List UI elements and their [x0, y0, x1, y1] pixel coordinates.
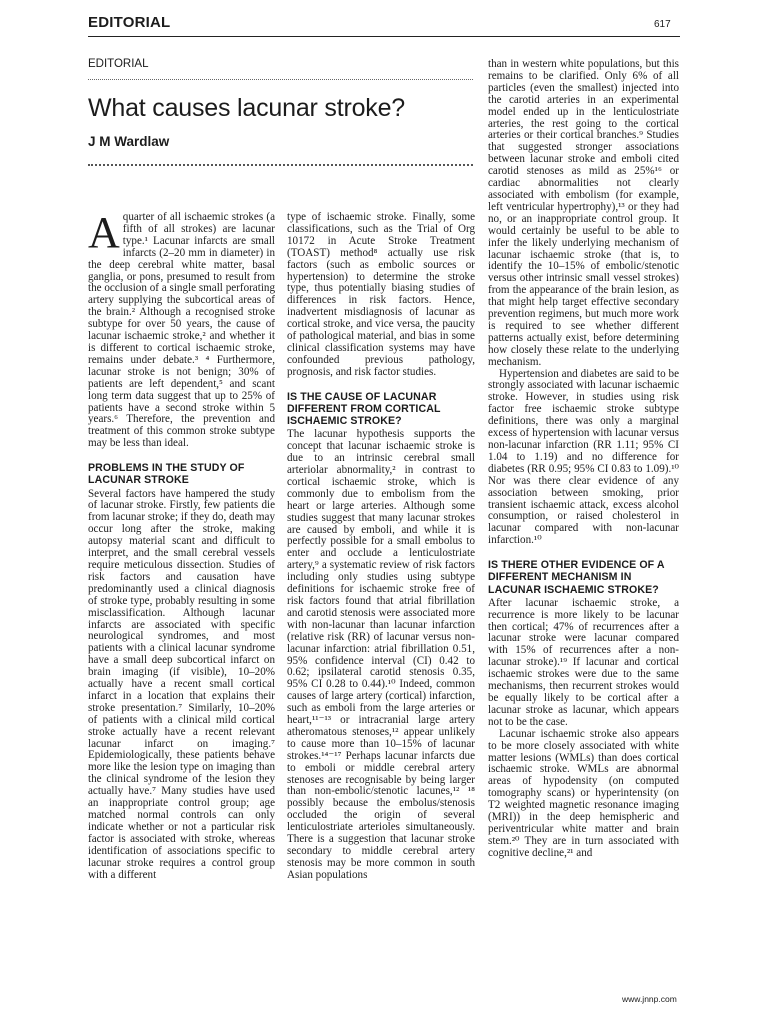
- running-head: EDITORIAL: [88, 14, 171, 31]
- drop-cap: A: [88, 208, 120, 257]
- section-label: EDITORIAL: [88, 58, 149, 70]
- dotted-divider-bottom: [88, 164, 473, 166]
- paragraph: [88, 208, 275, 450]
- paragraph: Lacunar ischaemic stroke also appears to be more closely associated with white matter lesions (WMLs) than does cortical ischaemic stroke. WMLs are abnormal areas of hypodensity (on computed tomography scans) or hyperintensity (on T2 weighted magnetic resonance imaging (MRI)) in the deep hemispheric and periventricular white matter and brain stem.²⁰ They are in turn associated with cognitive decline,²¹ and: [488, 727, 679, 859]
- column-2: [287, 212, 475, 882]
- header-rule: [88, 36, 680, 37]
- paragraph: Hypertension and diabetes are said to be strongly associated with lacunar ischaemic stroke. However, in studies using risk factor free ischaemic stroke subtype definitions, there was only a marginal excess of hypertension with lacunar versus non-lacunar infarction (RR 1.11; 95% CI 1.04 to 1.19) and no difference for diabetes (RR 0.95; 95% CI 0.83 to 1.09).¹⁰ Nor was there clear evidence of any association between smoking, prior transient ischaemic attack, excess alcohol consumption, or raised cholesterol in lacunar compared with non-lacunar infarction.¹⁰: [488, 367, 679, 547]
- paragraph: The lacunar hypothesis supports the concept that lacunar ischaemic stroke is due to an intrinsic cerebral small arteriolar abnormality,² in contrast to cortical ischaemic stroke, which is commonly due to embolism from the heart or large arteries. Although some studies suggest that many lacunar strokes are caused by emboli, and while it is perfectly possible for a small embolus to enter and occlude a lenticulostriate artery,⁹ a systematic review of risk factors including only studies using subtype definitions for ischaemic stroke free of risk factors found that atrial fibrillation and carotid stenosis were associated more with non-lacunar than lacunar infarction (relative risk (RR) of lacunar versus non-lacunar infarction: atrial fibrillation 0.51, 95% confidence interval (CI) 0.42 to 0.62; ipsilateral carotid stenosis 0.35, 95% CI 0.28 to 0.44).¹⁰ Indeed, common causes of large artery (cortical) infarction, such as emboli from the large arteries or heart,¹¹⁻¹³ or intracranial large artery atheromatous stenoses,¹² appear unlikely to cause more than 10–15% of lacunar strokes.¹⁴⁻¹⁷ Perhaps lacunar infarcts due to emboli or middle cerebral artery stenoses are recognisable by being larger than non-embolic/stenotic lacunes,¹² ¹⁸ possibly because the embolus/stenosis occluded the origin of several lenticulostriate arterioles simultaneously. There is a suggestion that lacunar stroke secondary to middle cerebral artery stenosis may be more common in south Asian populations: [287, 428, 475, 881]
- article-title: What causes lacunar stroke?: [88, 94, 405, 122]
- author-byline: J M Wardlaw: [88, 134, 170, 149]
- section-heading: PROBLEMS IN THE STUDY OF LACUNAR STROKE: [88, 462, 245, 487]
- column-3: [488, 59, 679, 860]
- paragraph: After lacunar ischaemic stroke, a recurrence is more likely to be lacunar then cortical; 47% of recurrences after a lacunar stroke were lacunar compared with 15% of recurrences after a non-lacunar stroke).¹⁹ If lacunar and cortical ischaemic strokes were due to the same mechanisms, then recurrent strokes would be equally likely to be cortical after a lacunar stroke as lacunar, which appears not to be the case.: [488, 596, 679, 728]
- footer-url: www.jnnp.com: [622, 994, 677, 1004]
- dotted-divider-top: [88, 79, 473, 80]
- column-1: [88, 208, 275, 881]
- paragraph-text: quarter of all ischaemic strokes (a fifth of all strokes) are lacunar type.¹ Lacunar infarcts are small infarcts (2–20 mm in diameter) in the deep cerebral white matter, basal ganglia, or pons, presumed to result from the occlusion of a single small perforating artery supplying the subcortical areas of the brain.² Although a recognised stroke subtype for over 50 years, the cause of lacunar ischaemic stroke,² and whether it is different to cortical ischaemic stroke, remains under debate.³ ⁴ Furthermore, lacunar stroke is not benign; 30% of patients are left dependent,⁵ and scant long term data suggest that up to 25% of patients have a second stroke within 5 years.⁶ Therefore, the prevention and treatment of this common stroke subtype may be less than ideal.: [88, 211, 275, 450]
- paragraph: Several factors have hampered the study of lacunar stroke. Firstly, few patients die from lacunar stroke; if they do, death may occur long after the stroke, making autopsy material scant and difficult to interpret, and the small cerebral vessels require meticulous dissection. Studies of risk factors and causation have predominantly used a clinical diagnosis of stroke type, probably resulting in some misclassification. Although lacunar infarcts are associated with specific neurological syndromes, and most patients with a clinical lacunar syndrome have a small deep subcortical infarct on brain imaging (if visible), 10–20% actually have a recent small cortical infarct in a location that explains their stroke presentation.⁷ Similarly, 10–20% of patients with a clinical mild cortical stroke actually have a recent relevant lacunar infarct on imaging.⁷ Epidemiologically, these patients behave more like the lesion type on imaging than the clinical syndrome of the lesion they actually have.⁷ Many studies have used an inappropriate control group; age matched normal controls can only indicate whether or not a particular risk factor is associated with stroke, whereas identification of associations specific to lacunar stroke requires a control group with a different: [88, 487, 275, 881]
- page-number: 617: [654, 19, 671, 30]
- section-heading: IS THE CAUSE OF LACUNAR DIFFERENT FROM CORTICAL ISCHAEMIC STROKE?: [287, 390, 441, 428]
- section-heading: IS THERE OTHER EVIDENCE OF A DIFFERENT MECHANISM IN LACUNAR ISCHAEMIC STROKE?: [488, 559, 665, 596]
- paragraph: type of ischaemic stroke. Finally, some classifications, such as the Trial of Org 10172 in Acute Stroke Treatment (TOAST) method⁸ actually use risk factors (such as embolic sources or hypertension) to determine the stroke type, thus potentially biasing studies of differences in risk factors. Hence, inadvertent misdiagnosis of lacunar as cortical stroke, and vice versa, the paucity of pathological material, and bias in some clinical classification systems may have confounded previous pathology, prognosis, and risk factor studies.: [287, 211, 475, 378]
- paragraph: than in western white populations, but this remains to be clarified. Only 6% of all particles (even the smallest) injected into the carotid arteries in an experimental model ended up in the lenticulostriate arteries, the rest going to the cortical arteries or their cortical branches.⁹ Studies that suggested stronger associations between lacunar stroke and emboli cited carotid stenoses as mild as 25%¹⁶ or cardiac abnormalities not clearly associated with embolism (for example, left ventricular hypertrophy),¹³ or they had no, or an inappropriate control group. It would certainly be useful to be able to infer the likely underlying mechanism of lacunar ischaemic stroke (that is, to identify the 10–15% of embolic/stenotic versus other intrinsic small vessel strokes) from the appearance of the brain lesion, as that might help target effective secondary prevention regimens, but much more work is required to see whether different patterns actually exist, before determining how closely these relate to the underlying mechanism.: [488, 58, 679, 368]
